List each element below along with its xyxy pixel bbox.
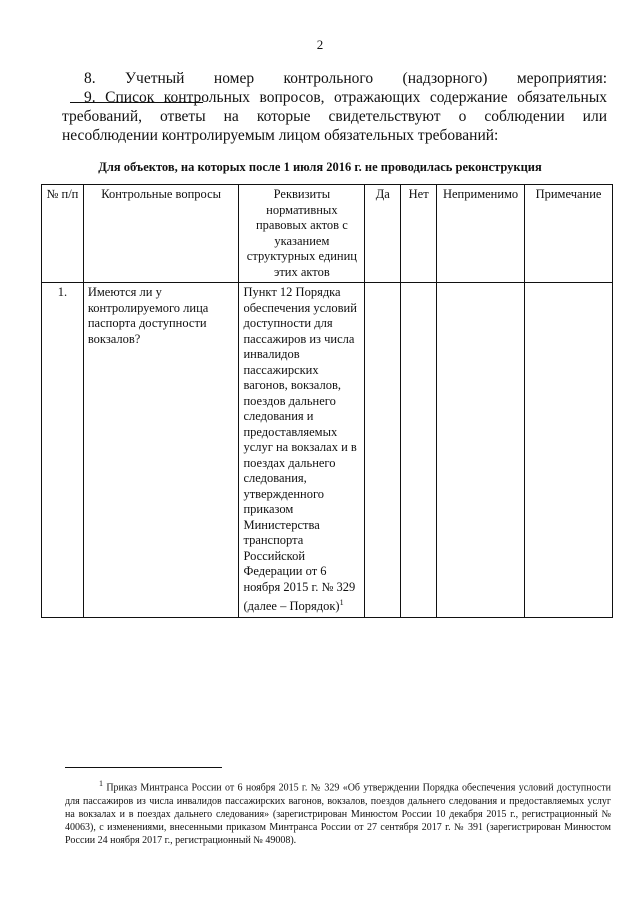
item-8-text: 8. Учетный номер контрольного (надзорного) мероприятия: — [84, 70, 607, 87]
row-requisites-cell — [239, 283, 365, 618]
header-requisites: Реквизиты нормативных правовых актов с указанием структурных единиц этих актов — [239, 185, 365, 283]
row-na-cell — [437, 283, 525, 618]
row-note-cell — [525, 283, 613, 618]
row-num-cell: 1. — [42, 283, 84, 618]
header-yes: Да — [365, 185, 401, 283]
checklist-table — [41, 184, 613, 618]
row-question-cell: Имеются ли у контролируемого лица паспорта доступности вокзалов? — [83, 283, 239, 618]
header-no: Нет — [401, 185, 437, 283]
item-9-text: 9. Список контрольных вопросов, отражающих содержание обязательных требований, ответы на которые свидетельствуют о соблюдении или несоблюдении контролируемым лицом обязательных требований: — [62, 89, 607, 144]
header-na: Неприменимо — [437, 185, 525, 283]
row-yes-cell — [365, 283, 401, 618]
footnote — [65, 777, 611, 847]
table-row — [42, 283, 613, 618]
footnote-reference: 1 — [339, 598, 344, 607]
section-heading: Для объектов, на которых после 1 июля 2016 г. не проводилась реконструкция — [98, 160, 542, 174]
header-num: № п/п — [42, 185, 84, 283]
header-note: Примечание — [525, 185, 613, 283]
table-header-row — [42, 185, 613, 283]
header-question: Контрольные вопросы — [83, 185, 239, 283]
footnote-separator — [65, 767, 222, 768]
item-9-paragraph — [62, 88, 607, 145]
footnote-mark: 1 — [99, 779, 103, 788]
page-number: 2 — [316, 37, 324, 52]
row-no-cell — [401, 283, 437, 618]
row-requisites-text: Пункт 12 Порядка обеспечения условий доступности для пассажиров из числа инвалидов пассажирских вагонов, вокзалов, поездов дальнего следования и предоставляемых услуг на вокзалах и в поездах дальнего следования, утвержденного приказом Министерства транспорта Российской Федерации от 6 ноября 2015 г. № 329 (далее – Порядок) — [243, 285, 357, 614]
footnote-text: Приказ Минтранса России от 6 ноября 2015 г. № 329 «Об утверждении Порядка обеспечения условий доступности для пассажиров из числа инвалидов пассажирских вагонов, вокзалов, поездов дальнего следования и предоставляемых услуг на вокзалах и в поездах дальнего следования» (зарегистрирован Минюстом России 10 декабря 2015 г., регистрационный № 40063), с изменениями, внесенными приказом Минтранса России от 27 сентября 2017 г. № 391 (зарегистрирован Минюстом России 24 ноября 2017 г., регистрационный № 49008). — [65, 782, 612, 847]
